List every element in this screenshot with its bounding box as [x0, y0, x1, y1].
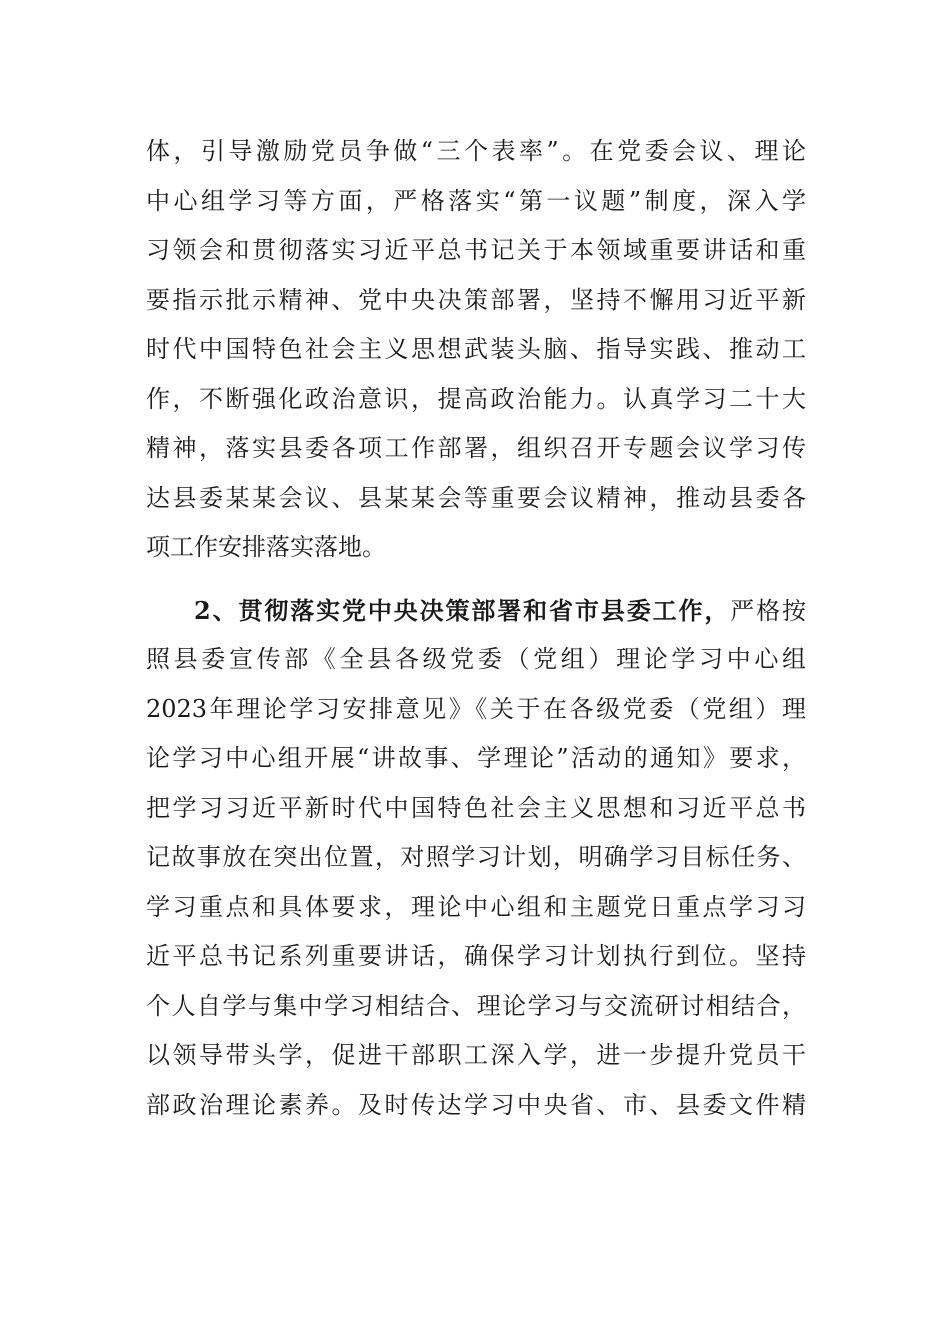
- paragraph-2: [146, 586, 806, 1131]
- text-line: 作，不断强化政治意识，提高政治能力。认真学习二十大: [146, 384, 806, 413]
- text-line: 部政治理论素养。及时传达学习中央省、市、县委文件精: [146, 1090, 806, 1119]
- text-line: 论学习中心组开展“讲故事、学理论”活动的通知》要求，: [146, 744, 806, 772]
- text-line: 项工作安排落实落地。: [146, 533, 386, 561]
- text-line: 近平总书记系列重要讲话，确保学习计划执行到位。坚持: [146, 942, 806, 970]
- paragraph-gap: [146, 573, 806, 586]
- text-line: 习领会和贯彻落实习近平总书记关于本领域重要讲话和重: [146, 236, 806, 264]
- paragraph-1: [146, 127, 806, 573]
- text-line: 以领导带头学，促进干部职工深入学，进一步提升党员干: [146, 1041, 806, 1069]
- text-line: 精神，落实县委各项工作部署，组织召开专题会议学习传: [146, 434, 806, 462]
- text-line: 要指示批示精神、党中央决策部署，坚持不懈用习近平新: [146, 285, 806, 314]
- text-line: 时代中国特色社会主义思想武装头脑、指导实践、推动工: [146, 335, 806, 363]
- text-fragment: 严格按: [730, 596, 806, 625]
- text-line: 照县委宣传部《全县各级党委（党组）理论学习中心组: [146, 645, 806, 673]
- text-line: 记故事放在突出位置，对照学习计划，明确学习目标任务、: [146, 843, 806, 871]
- text-line: 体，引导激励党员争做“三个表率”。在党委会议、理论: [146, 137, 806, 165]
- paragraph-2-first-line: [146, 586, 806, 636]
- text-line: 2023年理论学习安排意见》《关于在各级党委（党组）理: [146, 694, 806, 723]
- section-heading: 2、贯彻落实党中央决策部署和省市县委工作，: [194, 595, 731, 625]
- document-body: [146, 127, 806, 1130]
- text-line: 个人自学与集中学习相结合、理论学习与交流研讨相结合，: [146, 991, 806, 1020]
- text-line: 把学习习近平新时代中国特色社会主义思想和习近平总书: [146, 793, 806, 822]
- text-line: 达县委某某会议、县某某会等重要会议精神，推动县委各: [146, 483, 806, 512]
- text-line: 中心组学习等方面，严格落实“第一议题”制度，深入学: [146, 186, 806, 215]
- text-line: 学习重点和具体要求，理论中心组和主题党日重点学习习: [146, 892, 806, 921]
